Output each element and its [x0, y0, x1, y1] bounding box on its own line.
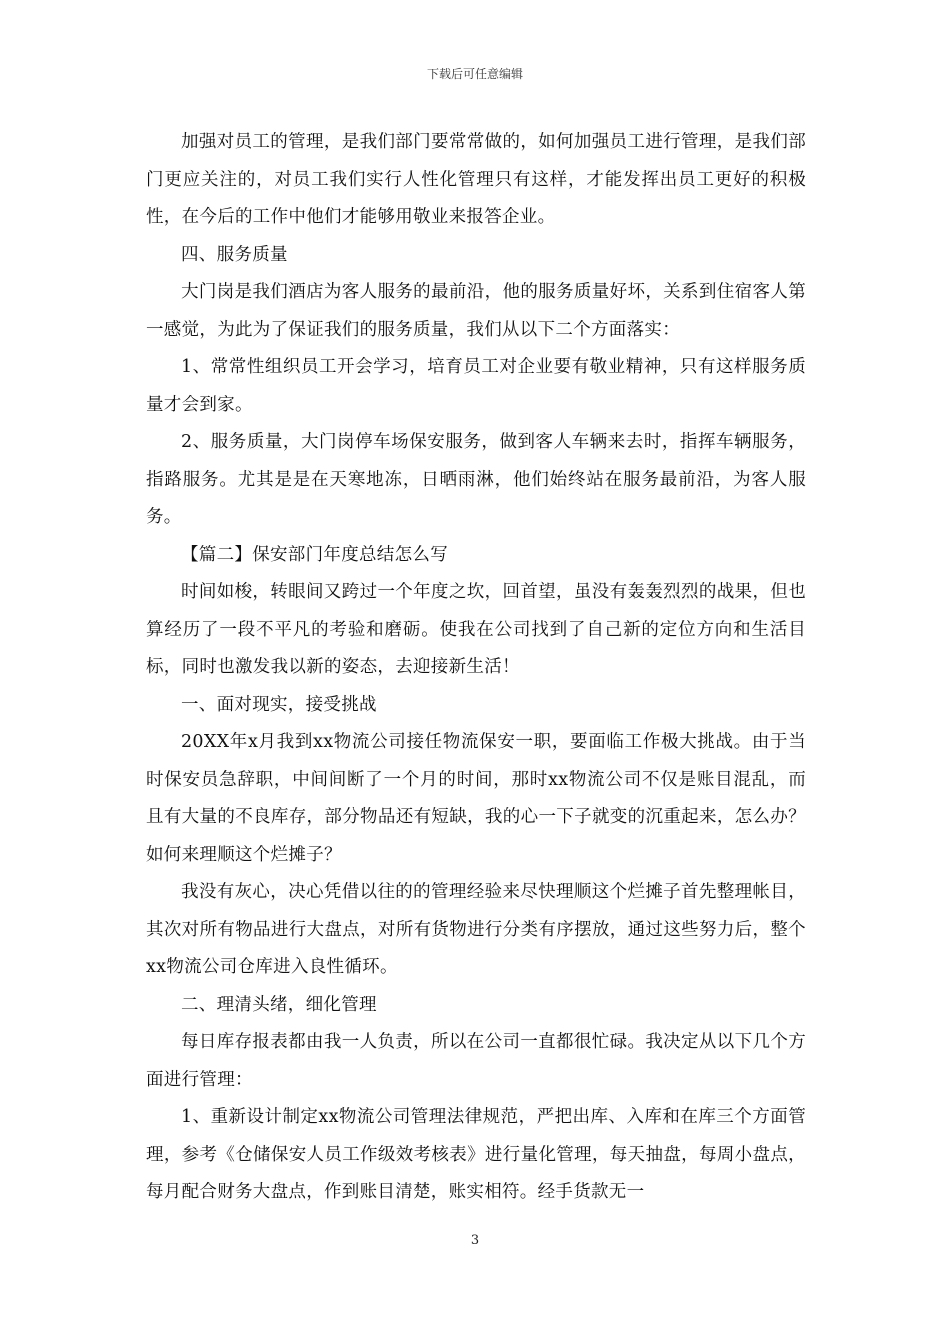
- page-number: 3: [470, 1233, 480, 1248]
- heading-detailed-management: 二、理清头绪，细化管理: [181, 994, 377, 1015]
- list-item-redesign: 1、重新设计制定xx物流公司管理法律规范，严把出库、入库和在库三个方面管理，参考《仓储保安人员工作级效考核表》进行量化管理，每天抽盘，每周小盘点，每月配合财务大盘点，作到账目清楚，账实相符。经手货款无一: [146, 1107, 806, 1202]
- paragraph-intro: 时间如梭，转眼间又跨过一个年度之坎，回首望，虽没有轰轰烈烈的战果，但也算经历了一段不平凡的考验和磨砺。使我在公司找到了自己新的定位方向和生活目标，同时也激发我以新的姿态，去迎接新生活！: [146, 582, 806, 677]
- heading-face-reality: 一、面对现实，接受挑战: [181, 694, 377, 715]
- page-header: 下载后可任意编辑: [426, 67, 523, 81]
- list-item-2: 2、服务质量，大门岗停车场保安服务，做到客人车辆来去时，指挥车辆服务，指路服务。尤其是是在天寒地冻，日晒雨淋，他们始终站在服务最前沿，为客人服务。: [146, 432, 806, 527]
- paragraph-no-discouragement: 我没有灰心，决心凭借以往的的管理经验来尽快理顺这个烂摊子首先整理帐目，其次对所有物品进行大盘点，对所有货物进行分类有序摆放，通过这些努力后，整个xx物流公司仓库进入良性循环。: [146, 882, 806, 977]
- paragraph-staff-management: 加强对员工的管理，是我们部门要常常做的，如何加强员工进行管理，是我们部门更应关注的，对员工我们实行人性化管理只有这样，才能发挥出员工更好的积极性，在今后的工作中他们才能够用敬业来报答企业。: [146, 132, 806, 227]
- paragraph-gate-post: 大门岗是我们酒店为客人服务的最前沿，他的服务质量好坏，关系到住宿客人第一感觉，为此为了保证我们的服务质量，我们从以下二个方面落实：: [146, 282, 806, 340]
- heading-service-quality: 四、服务质量: [181, 244, 288, 265]
- document-body: [146, 124, 806, 1212]
- section-title-part-two: 【篇二】保安部门年度总结怎么写: [181, 544, 448, 565]
- paragraph-new-role: 20XX年x月我到xx物流公司接任物流保安一职，要面临工作极大挑战。由于当时保安员急辞职，中间间断了一个月的时间，那时xx物流公司不仅是账目混乱，而且有大量的不良库存，部分物品还有短缺，我的心一下子就变的沉重起来，怎么办？如何来理顺这个烂摊子？: [146, 732, 806, 865]
- list-item-1: 1、常常性组织员工开会学习，培育员工对企业要有敬业精神，只有这样服务质量才会到家。: [146, 357, 806, 415]
- paragraph-daily-report: 每日库存报表都由我一人负责，所以在公司一直都很忙碌。我决定从以下几个方面进行管理：: [146, 1032, 806, 1090]
